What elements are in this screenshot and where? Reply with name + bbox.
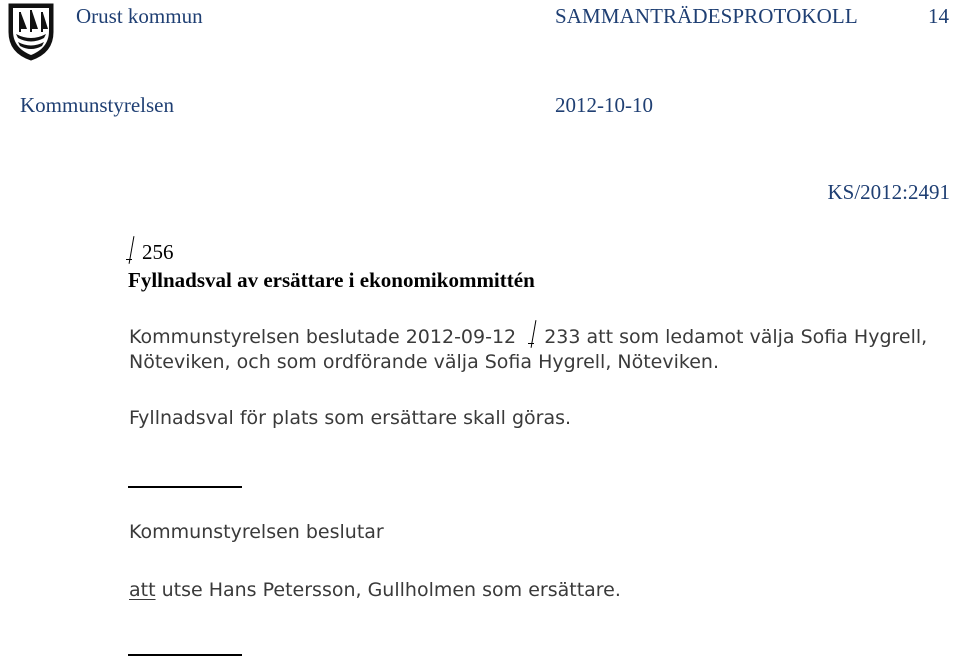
divider-rule — [128, 486, 242, 488]
item-title: Fyllnadsval av ersättare i ekonomikommittén — [128, 268, 535, 292]
decision-text: utse Hans Petersson, Gullholmen som ersättare. — [161, 579, 621, 601]
body-line-1-end: att som ledamot välja Sofia Hygrell, — [586, 326, 928, 348]
committee-name: Kommunstyrelsen — [20, 93, 174, 117]
body-line-3: Fyllnadsval för plats som ersättare skall göras. — [129, 407, 572, 429]
paragraph-sign-icon — [528, 322, 540, 348]
referenced-section: 233 — [544, 326, 581, 348]
municipality-name: Orust kommun — [76, 4, 203, 28]
divider-rule — [128, 654, 242, 656]
document-type: SAMMANTRÄDESPROTOKOLL — [555, 4, 858, 28]
decision-heading: Kommunstyrelsen beslutar — [129, 521, 384, 543]
att-keyword: att — [129, 579, 156, 601]
body-line-1-start: Kommunstyrelsen beslutade 2012-09-12 — [129, 326, 517, 348]
body-line-1 — [129, 322, 927, 348]
body-line-2: Nöteviken, och som ordförande välja Sofia Hygrell, Nöteviken. — [129, 351, 719, 373]
section-heading — [126, 238, 174, 265]
meeting-date: 2012-10-10 — [555, 93, 653, 117]
municipal-coat-of-arms-icon — [6, 2, 56, 62]
section-number: 256 — [142, 240, 174, 264]
page-number: 14 — [928, 4, 949, 28]
case-number: KS/2012:2491 — [827, 180, 950, 204]
decision-resolution — [129, 579, 621, 601]
paragraph-sign-icon — [126, 238, 138, 264]
